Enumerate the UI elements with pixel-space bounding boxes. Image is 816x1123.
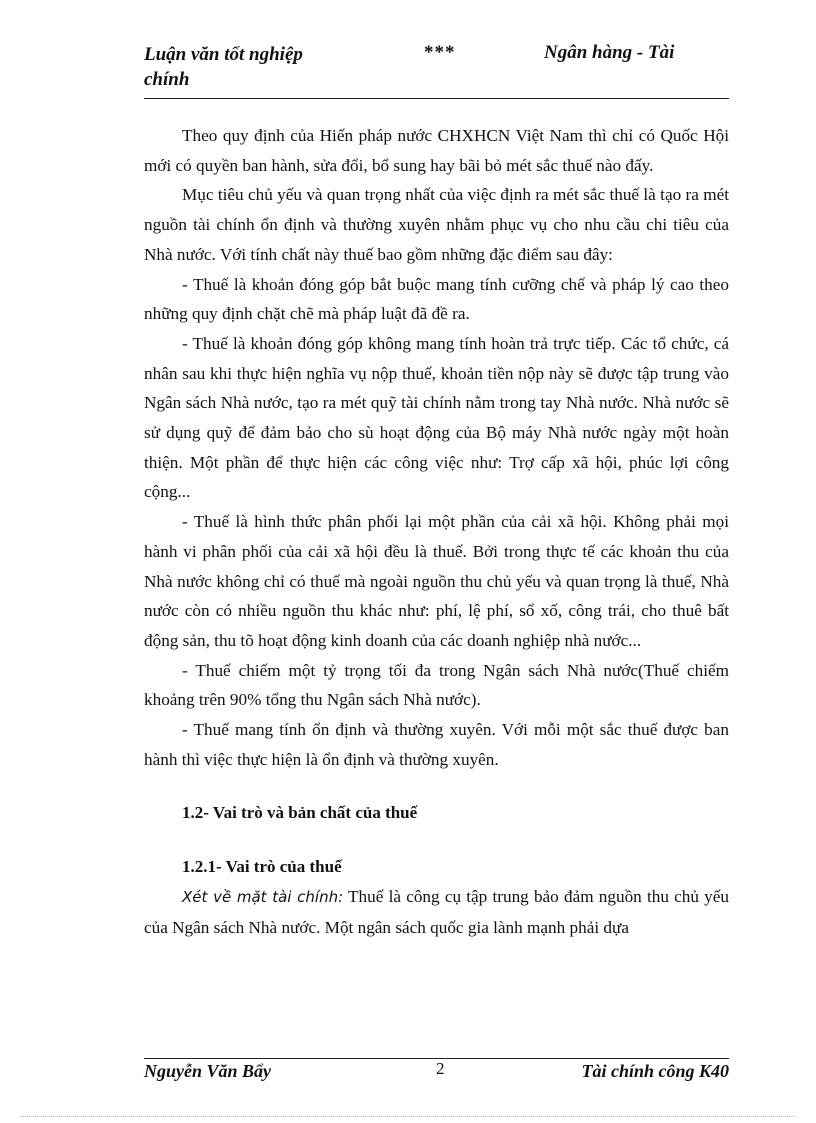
page-number: 2 [436,1059,445,1078]
paragraph-text: Thuế là công cụ tập trung bảo đảm nguồn thu chủ yếu của Ngân sách Nhà nước. Một ngân sách quốc gia lành mạnh phải dựa [144,886,730,937]
header-separator: *** [424,42,456,63]
footer-author: Nguyễn Văn Bẩy [144,1061,272,1081]
footer-course: Tài chính công K40 [581,1061,729,1081]
paragraph: Mục tiêu chủ yếu và quan trọng nhất của việc định ra mét sắc thuế là tạo ra mét nguồn tài chính ổn định và thường xuyên nhằm phục vụ cho nhu cầu chi tiêu của Nhà nước. Với tính chất này thuế bao gồm những đặc điểm sau đây: [144,185,729,264]
header-thesis-title: Luận văn tốt nghiệp chính [144,44,303,90]
page-edge-divider [20,1116,796,1117]
paragraph-lead: Xét về mặt tài chính: [182,887,344,906]
subsection-heading: 1.2.1- Vai trò của thuế [182,857,342,877]
paragraph: - Thuế chiếm một tỷ trọng tối đa trong Ngân sách Nhà nước(Thuế chiếm khoảng trên 90% tổng thu Ngân sách Nhà nước). [144,660,729,710]
page-header [144,40,729,99]
paragraph [144,882,729,942]
paragraph: - Thuế là khoản đóng góp bắt buộc mang tính cưỡng chế và pháp lý cao theo những quy định chặt chẽ mà pháp luật đã đề ra. [144,274,729,324]
paragraph: - Thuế là hình thức phân phối lại một phần của cải xã hội. Không phải mọi hành vi phân phối của cải xã hội đều là thuế. Bởi trong thực tế các khoản thu của Nhà nước không chỉ có thuế mà ngoài nguồn thu chủ yếu và quan trọng là thuế, Nhà nước còn có nhiều nguồn thu khác như: phí, lệ phí, sổ xố, công trái, cho thuê bất động sản, thu tõ hoạt động kinh doanh của các doanh nghiệp nhà nước... [144,512,729,650]
paragraph: - Thuế là khoản đóng góp không mang tính hoàn trả trực tiếp. Các tổ chức, cá nhân sau khi thực hiện nghĩa vụ nộp thuế, khoản tiền nộp này sẽ được tập trung vào Ngân sách Nhà nước, tạo ra mét quỹ tài chính nằm trong tay Nhà nước. Nhà nước sẽ sử dụng quỹ để đảm bảo cho sù hoạt động của Bộ máy Nhà nước ngày một hoàn thiện. Một phần để thực hiện các công việc như: Trợ cấp xã hội, phúc lợi công cộng... [144,333,729,502]
section-heading: 1.2- Vai trò và bản chất của thuế [182,803,418,823]
paragraph: Theo quy định của Hiến pháp nước CHXHCN Việt Nam thì chỉ có Quốc Hội mới có quyền ban hành, sửa đổi, bổ sung hay bãi bỏ mét sắc thuế nào đấy. [144,126,729,175]
page-footer [144,1058,729,1087]
document-body [144,121,729,942]
paragraph: - Thuế mang tính ổn định và thường xuyên. Với mỗi một sắc thuế được ban hành thì việc thực hiện là ổn định và thường xuyên. [144,720,729,769]
header-department: Ngân hàng - Tài [544,42,675,63]
